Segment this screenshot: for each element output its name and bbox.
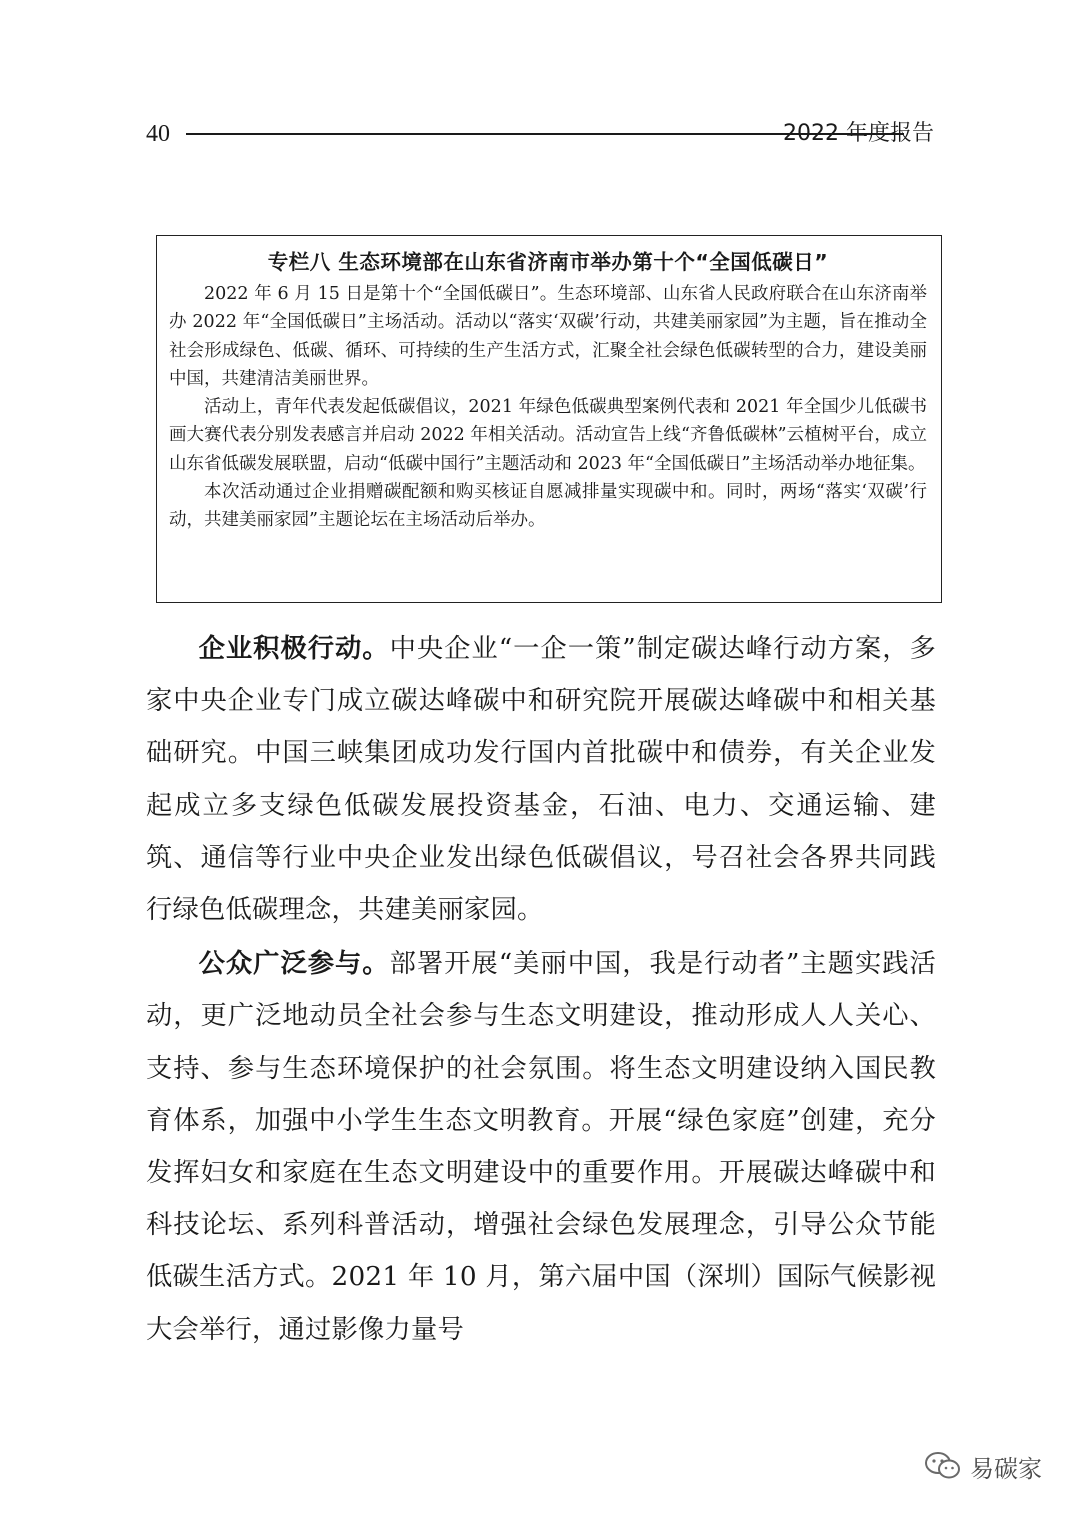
paragraph-text: 部署开展“美丽中国，我是行动者”主题实践活动，更广泛地动员全社会参与生态文明建设，推动形成人人关心、支持、参与生态环境保护的社会氛围。将生态文明建设纳入国民教育体系，加强中小学生生态文明教育。开展“绿色家庭”创建，充分发挥妇女和家庭在生态文明建设中的重要作用。开展碳达峰碳中和科技论坛、系列科普活动，增强社会绿色发展理念，引导公众节能低碳生活方式。2021 年 10 月，第六届中国（深圳）国际气候影视大会举行，通过影像力量号 (146, 949, 937, 1345)
paragraph-text: 中央企业“一企一策”制定碳达峰行动方案，多家中央企业专门成立碳达峰碳中和研究院开展碳达峰碳中和相关基础研究。中国三峡集团成功发行国内首批碳中和债券，有关企业发起成立多支绿色低碳发展投资基金，石油、电力、交通运输、建筑、通信等行业中央企业发出绿色低碳倡议，号召社会各界共同践行绿色低碳理念，共建美丽家园。 (146, 634, 937, 926)
body-paragraph (146, 938, 936, 1356)
page-number: 40 (146, 121, 170, 147)
box-paragraph: 2022 年 6 月 15 日是第十个“全国低碳日”。生态环境部、山东省人民政府联合在山东济南举办 2022 年“全国低碳日”主场活动。活动以“落实‘双碳’行动，共建美丽家园”为主题，旨在推动全社会形成绿色、低碳、循环、可持续的生产生活方式，汇聚全社会绿色低碳转型的合力，建设美丽中国，共建清洁美丽世界。 (169, 284, 927, 389)
paragraph-lead: 企业积极行动。 (198, 634, 390, 664)
page-header (146, 118, 936, 150)
sidebar-box (156, 235, 942, 603)
box-paragraph: 本次活动通过企业捐赠碳配额和购买核证自愿减排量实现碳中和。同时，两场“落实‘双碳’行动，共建美丽家园”主题论坛在主场活动后举办。 (169, 482, 927, 531)
body-text (146, 623, 936, 1358)
report-title: 2022 年度报告 (783, 121, 934, 146)
wechat-channel-icon (924, 1450, 962, 1482)
body-paragraph (146, 623, 936, 936)
paragraph-lead: 公众广泛参与。 (198, 949, 390, 980)
watermark-label: 易碳家 (970, 1454, 1042, 1483)
box-paragraph: 活动上，青年代表发起低碳倡议，2021 年绿色低碳典型案例代表和 2021 年全国少儿低碳书画大赛代表分别发表感言并启动 2022 年相关活动。活动宣告上线“齐鲁低碳林”云植树平台，成立山东省低碳发展联盟，启动“低碳中国行”主题活动和 2023 年“全国低碳日”主场活动举办地征集。 (169, 397, 927, 474)
box-title: 专栏八 生态环境部在山东省济南市举办第十个“全国低碳日” (267, 250, 829, 274)
watermark (924, 1446, 1042, 1486)
